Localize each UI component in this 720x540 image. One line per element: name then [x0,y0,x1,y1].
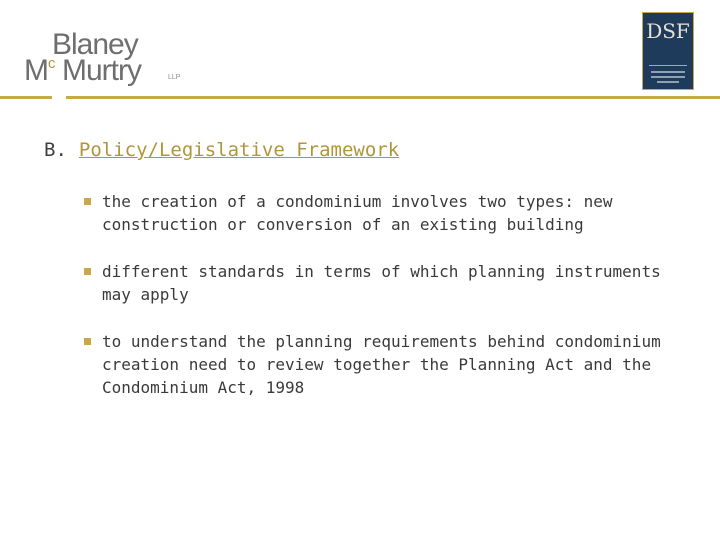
bullet-text: different standards in terms of which planning instruments may apply [102,262,661,304]
logo-c: c [48,55,56,72]
badge-fine-print-line [651,76,685,78]
logo-line-blaney: Blaney [52,28,138,61]
logo-m: M [24,54,48,87]
bullet-item [84,190,684,236]
logo-llp: LLP [168,74,181,81]
header-divider [0,96,720,99]
badge-divider [649,65,687,66]
section-title: Policy/Legislative Framework [78,139,400,161]
dsf-badge-text: DSF [646,19,690,43]
blaney-mcmurtry-logo [24,26,194,92]
bullet-text: the creation of a condominium involves two types: new construction or conversion of an existing building [102,192,613,234]
bullet-text: to understand the planning requirements behind condominium creation need to review together the Planning Act and the Condominium Act, 1998 [102,332,661,397]
square-bullet-icon [84,198,91,205]
badge-fine-print-line [651,71,685,73]
logo-line-murtry: Murtry [62,54,141,87]
bullet-item [84,330,684,399]
square-bullet-icon [84,338,91,345]
bullet-item [84,260,684,306]
badge-fine-print-line [657,81,679,83]
dsf-badge-logo [642,12,694,90]
bullet-list [84,190,684,423]
section-number: B. [44,139,67,161]
header-divider-notch [52,96,66,103]
square-bullet-icon [84,268,91,275]
section-heading [44,139,399,161]
